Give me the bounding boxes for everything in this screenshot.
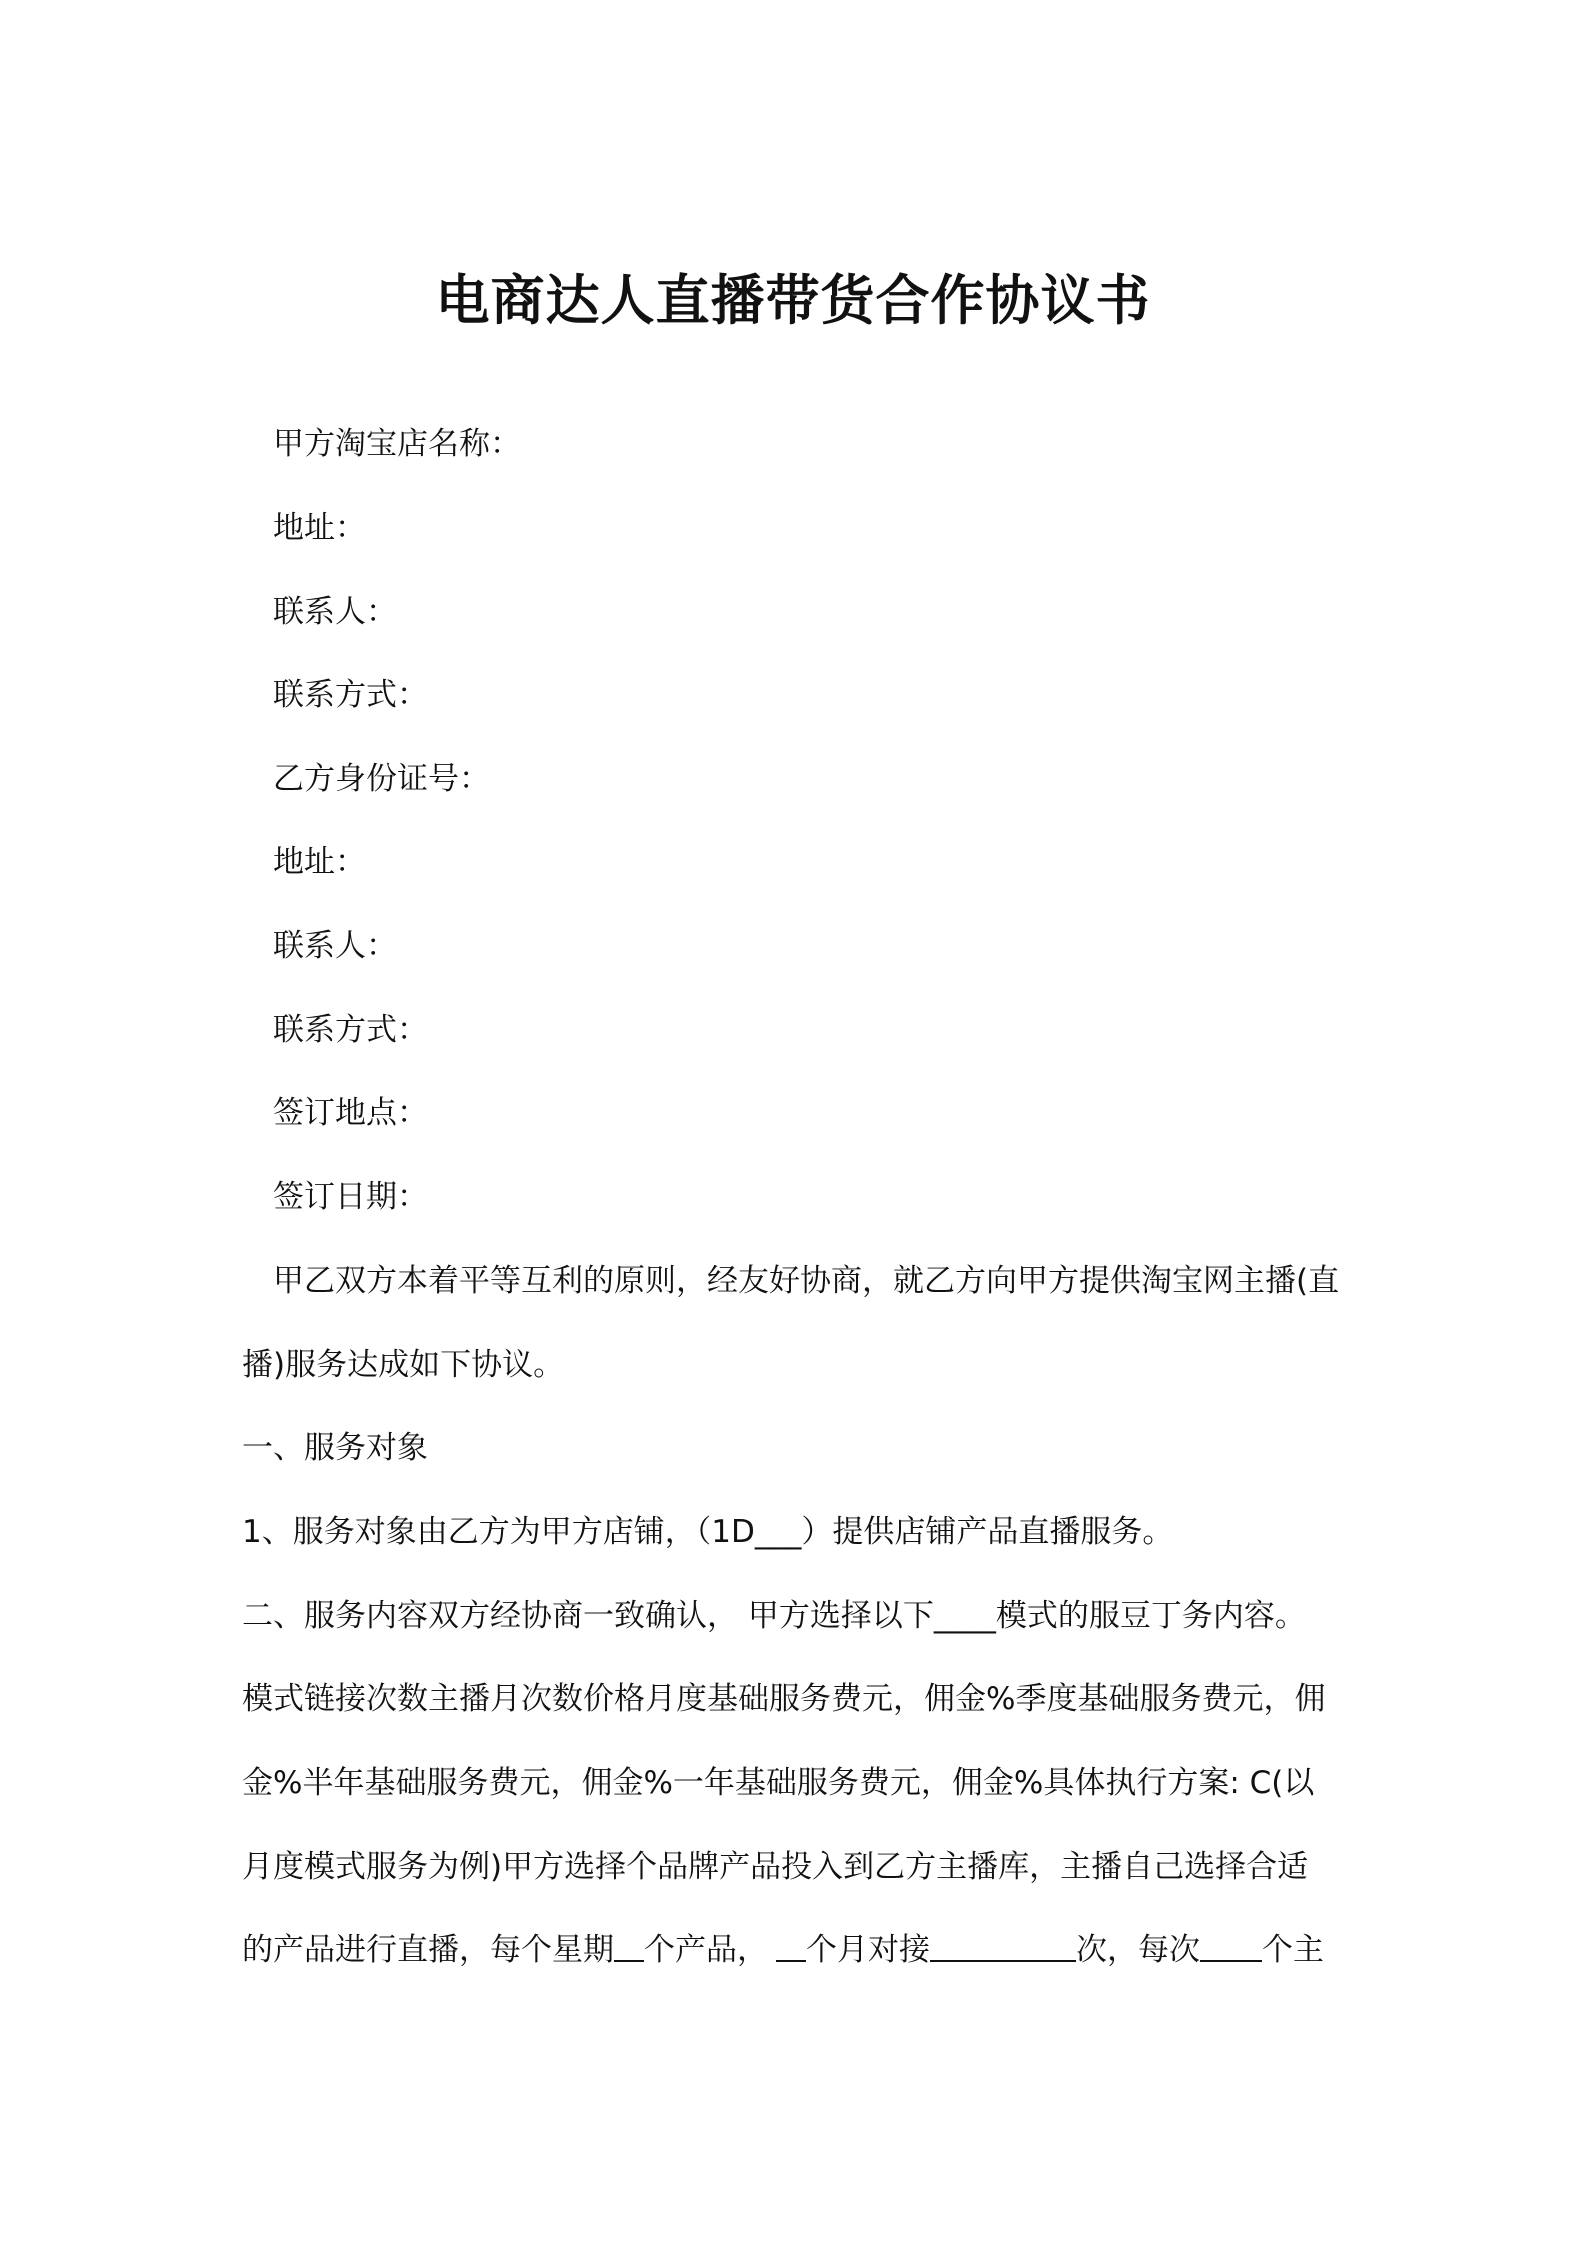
field-party-b-contact: 联系人： <box>273 928 397 964</box>
body-line-1: 模式链接次数主播月次数价格月度基础服务费元，佣金%季度基础服务费元，佣 <box>242 1681 1326 1717</box>
body-line-4 <box>242 1930 1324 1970</box>
body-line-4-part-5: 个主 <box>1262 1932 1324 1968</box>
document-title: 电商达人直播带货合作协议书 <box>435 269 1151 332</box>
field-party-b-address: 地址： <box>273 844 366 880</box>
section-1-heading: 一、服务对象 <box>242 1430 428 1466</box>
field-party-b-id: 乙方身份证号： <box>273 761 490 797</box>
field-sign-place: 签订地点： <box>273 1095 428 1131</box>
body-line-4-part-2: 个产品， <box>644 1932 768 1968</box>
blank-underline <box>930 1930 1076 1962</box>
field-party-a-address: 地址： <box>273 510 366 546</box>
preamble-line-2: 播)服务达成如下协议。 <box>242 1347 565 1383</box>
field-party-a-shop-name: 甲方淘宝店名称： <box>273 426 521 462</box>
blank-underline <box>614 1930 644 1962</box>
blank-underline <box>776 1930 806 1962</box>
body-line-2: 金%半年基础服务费元，佣金%一年基础服务费元，佣金%具体执行方案: C(以 <box>242 1765 1315 1801</box>
body-line-3: 月度模式服务为例)甲方选择个品牌产品投入到乙方主播库，主播自己选择合适 <box>242 1849 1309 1885</box>
body-line-4-part-1: 的产品进行直播，每个星期 <box>242 1932 614 1968</box>
field-party-b-phone: 联系方式： <box>273 1012 428 1048</box>
preamble-line-1: 甲乙双方本着平等互利的原则，经友好协商，就乙方向甲方提供淘宝网主播(直 <box>273 1263 1340 1299</box>
body-line-4-part-4: 次，每次 <box>1076 1932 1200 1968</box>
section-2-heading: 二、服务内容双方经协商一致确认， 甲方选择以下____模式的服豆丁务内容。 <box>242 1598 1306 1634</box>
section-1-item: 1、服务对象由乙方为甲方店铺，（1D___）提供店铺产品直播服务。 <box>242 1514 1174 1550</box>
field-sign-date: 签订日期： <box>273 1179 428 1215</box>
body-line-4-part-3: 个月对接 <box>806 1932 930 1968</box>
blank-underline <box>1200 1930 1262 1962</box>
field-party-a-contact: 联系人： <box>273 594 397 630</box>
field-party-a-phone: 联系方式： <box>273 677 428 713</box>
